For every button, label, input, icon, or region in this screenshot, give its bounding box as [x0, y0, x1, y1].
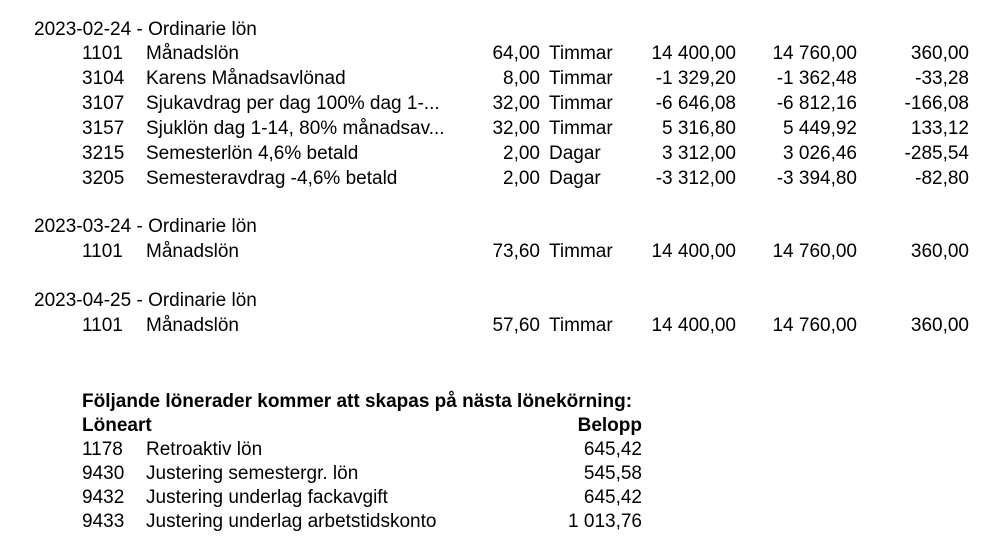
list-item	[0, 438, 999, 462]
row-code: 3215	[82, 143, 125, 164]
row-code: 3107	[82, 93, 125, 114]
item-description: Justering semestergr. lön	[146, 463, 359, 484]
row-code: 3104	[82, 68, 125, 89]
next-run-heading: Följande lönerader kommer att skapas på nästa lönekörning:	[82, 391, 633, 412]
row-unit: Timmar	[549, 93, 613, 114]
row-description: Semesterlön 4,6% betald	[146, 143, 359, 164]
row-quantity: 57,60	[492, 315, 540, 336]
row-difference: -33,28	[915, 68, 969, 89]
row-quantity: 73,60	[492, 241, 540, 262]
item-description: Retroaktiv lön	[146, 439, 263, 460]
row-quantity: 32,00	[492, 93, 540, 114]
column-header-amount: Belopp	[577, 415, 642, 436]
row-code: 1101	[82, 43, 123, 64]
row-new-amount: -3 394,80	[776, 168, 857, 189]
period-header: 2023-03-24 - Ordinarie lön	[34, 216, 257, 237]
row-quantity: 32,00	[492, 118, 540, 139]
item-code: 9433	[82, 511, 125, 532]
table-row	[0, 67, 999, 91]
row-new-amount: -6 812,16	[776, 93, 857, 114]
table-row	[0, 167, 999, 191]
row-difference: -82,80	[915, 168, 969, 189]
row-code: 3205	[82, 168, 125, 189]
row-new-amount: 14 760,00	[772, 43, 857, 64]
row-new-amount: -1 362,48	[776, 68, 857, 89]
row-quantity: 64,00	[492, 43, 540, 64]
row-description: Sjuklön dag 1-14, 80% månadsav...	[146, 118, 445, 139]
period-header: 2023-02-24 - Ordinarie lön	[34, 19, 257, 40]
row-new-amount: 14 760,00	[772, 315, 857, 336]
row-new-amount: 14 760,00	[772, 241, 857, 262]
row-quantity: 8,00	[503, 68, 540, 89]
row-code: 3157	[82, 118, 125, 139]
row-description: Karens Månadsavlönad	[146, 68, 346, 89]
next-run-column-headers	[0, 414, 999, 438]
row-old-amount: 14 400,00	[651, 315, 736, 336]
item-code: 1178	[82, 439, 123, 460]
item-code: 9432	[82, 487, 125, 508]
row-unit: Dagar	[549, 143, 601, 164]
row-description: Månadslön	[146, 43, 239, 64]
row-new-amount: 5 449,92	[783, 118, 857, 139]
row-unit: Timmar	[549, 315, 613, 336]
item-amount: 545,58	[583, 463, 642, 484]
row-unit: Timmar	[549, 43, 613, 64]
row-description: Sjukavdrag per dag 100% dag 1-...	[146, 93, 440, 114]
row-difference: -166,08	[904, 93, 969, 114]
item-code: 9430	[82, 463, 125, 484]
row-description: Månadslön	[146, 241, 239, 262]
period-header: 2023-04-25 - Ordinarie lön	[34, 290, 257, 311]
row-old-amount: 14 400,00	[651, 43, 736, 64]
row-old-amount: 5 316,80	[662, 118, 736, 139]
row-difference: -285,54	[904, 143, 969, 164]
row-old-amount: -6 646,08	[655, 93, 736, 114]
table-row	[0, 42, 999, 66]
row-difference: 133,12	[910, 118, 969, 139]
row-old-amount: 14 400,00	[651, 241, 736, 262]
row-old-amount: -3 312,00	[655, 168, 736, 189]
list-item	[0, 510, 999, 534]
row-code: 1101	[82, 315, 123, 336]
table-row	[0, 92, 999, 116]
row-unit: Dagar	[549, 168, 601, 189]
list-item	[0, 462, 999, 486]
item-description: Justering underlag fackavgift	[146, 487, 388, 508]
row-unit: Timmar	[549, 118, 613, 139]
item-amount: 645,42	[583, 487, 642, 508]
table-row	[0, 314, 999, 338]
row-old-amount: 3 312,00	[662, 143, 736, 164]
column-header-type: Löneart	[82, 415, 152, 436]
row-old-amount: -1 329,20	[655, 68, 736, 89]
item-description: Justering underlag arbetstidskonto	[146, 511, 437, 532]
table-row	[0, 117, 999, 141]
row-description: Månadslön	[146, 315, 239, 336]
row-code: 1101	[82, 241, 123, 262]
table-row	[0, 142, 999, 166]
row-quantity: 2,00	[503, 168, 540, 189]
row-quantity: 2,00	[503, 143, 540, 164]
row-new-amount: 3 026,46	[783, 143, 857, 164]
item-amount: 1 013,76	[568, 511, 642, 532]
row-unit: Timmar	[549, 68, 613, 89]
table-row	[0, 240, 999, 264]
list-item	[0, 486, 999, 510]
row-description: Semesteravdrag -4,6% betald	[146, 168, 398, 189]
row-difference: 360,00	[910, 43, 969, 64]
row-difference: 360,00	[910, 315, 969, 336]
item-amount: 645,42	[583, 439, 642, 460]
row-difference: 360,00	[910, 241, 969, 262]
row-unit: Timmar	[549, 241, 613, 262]
